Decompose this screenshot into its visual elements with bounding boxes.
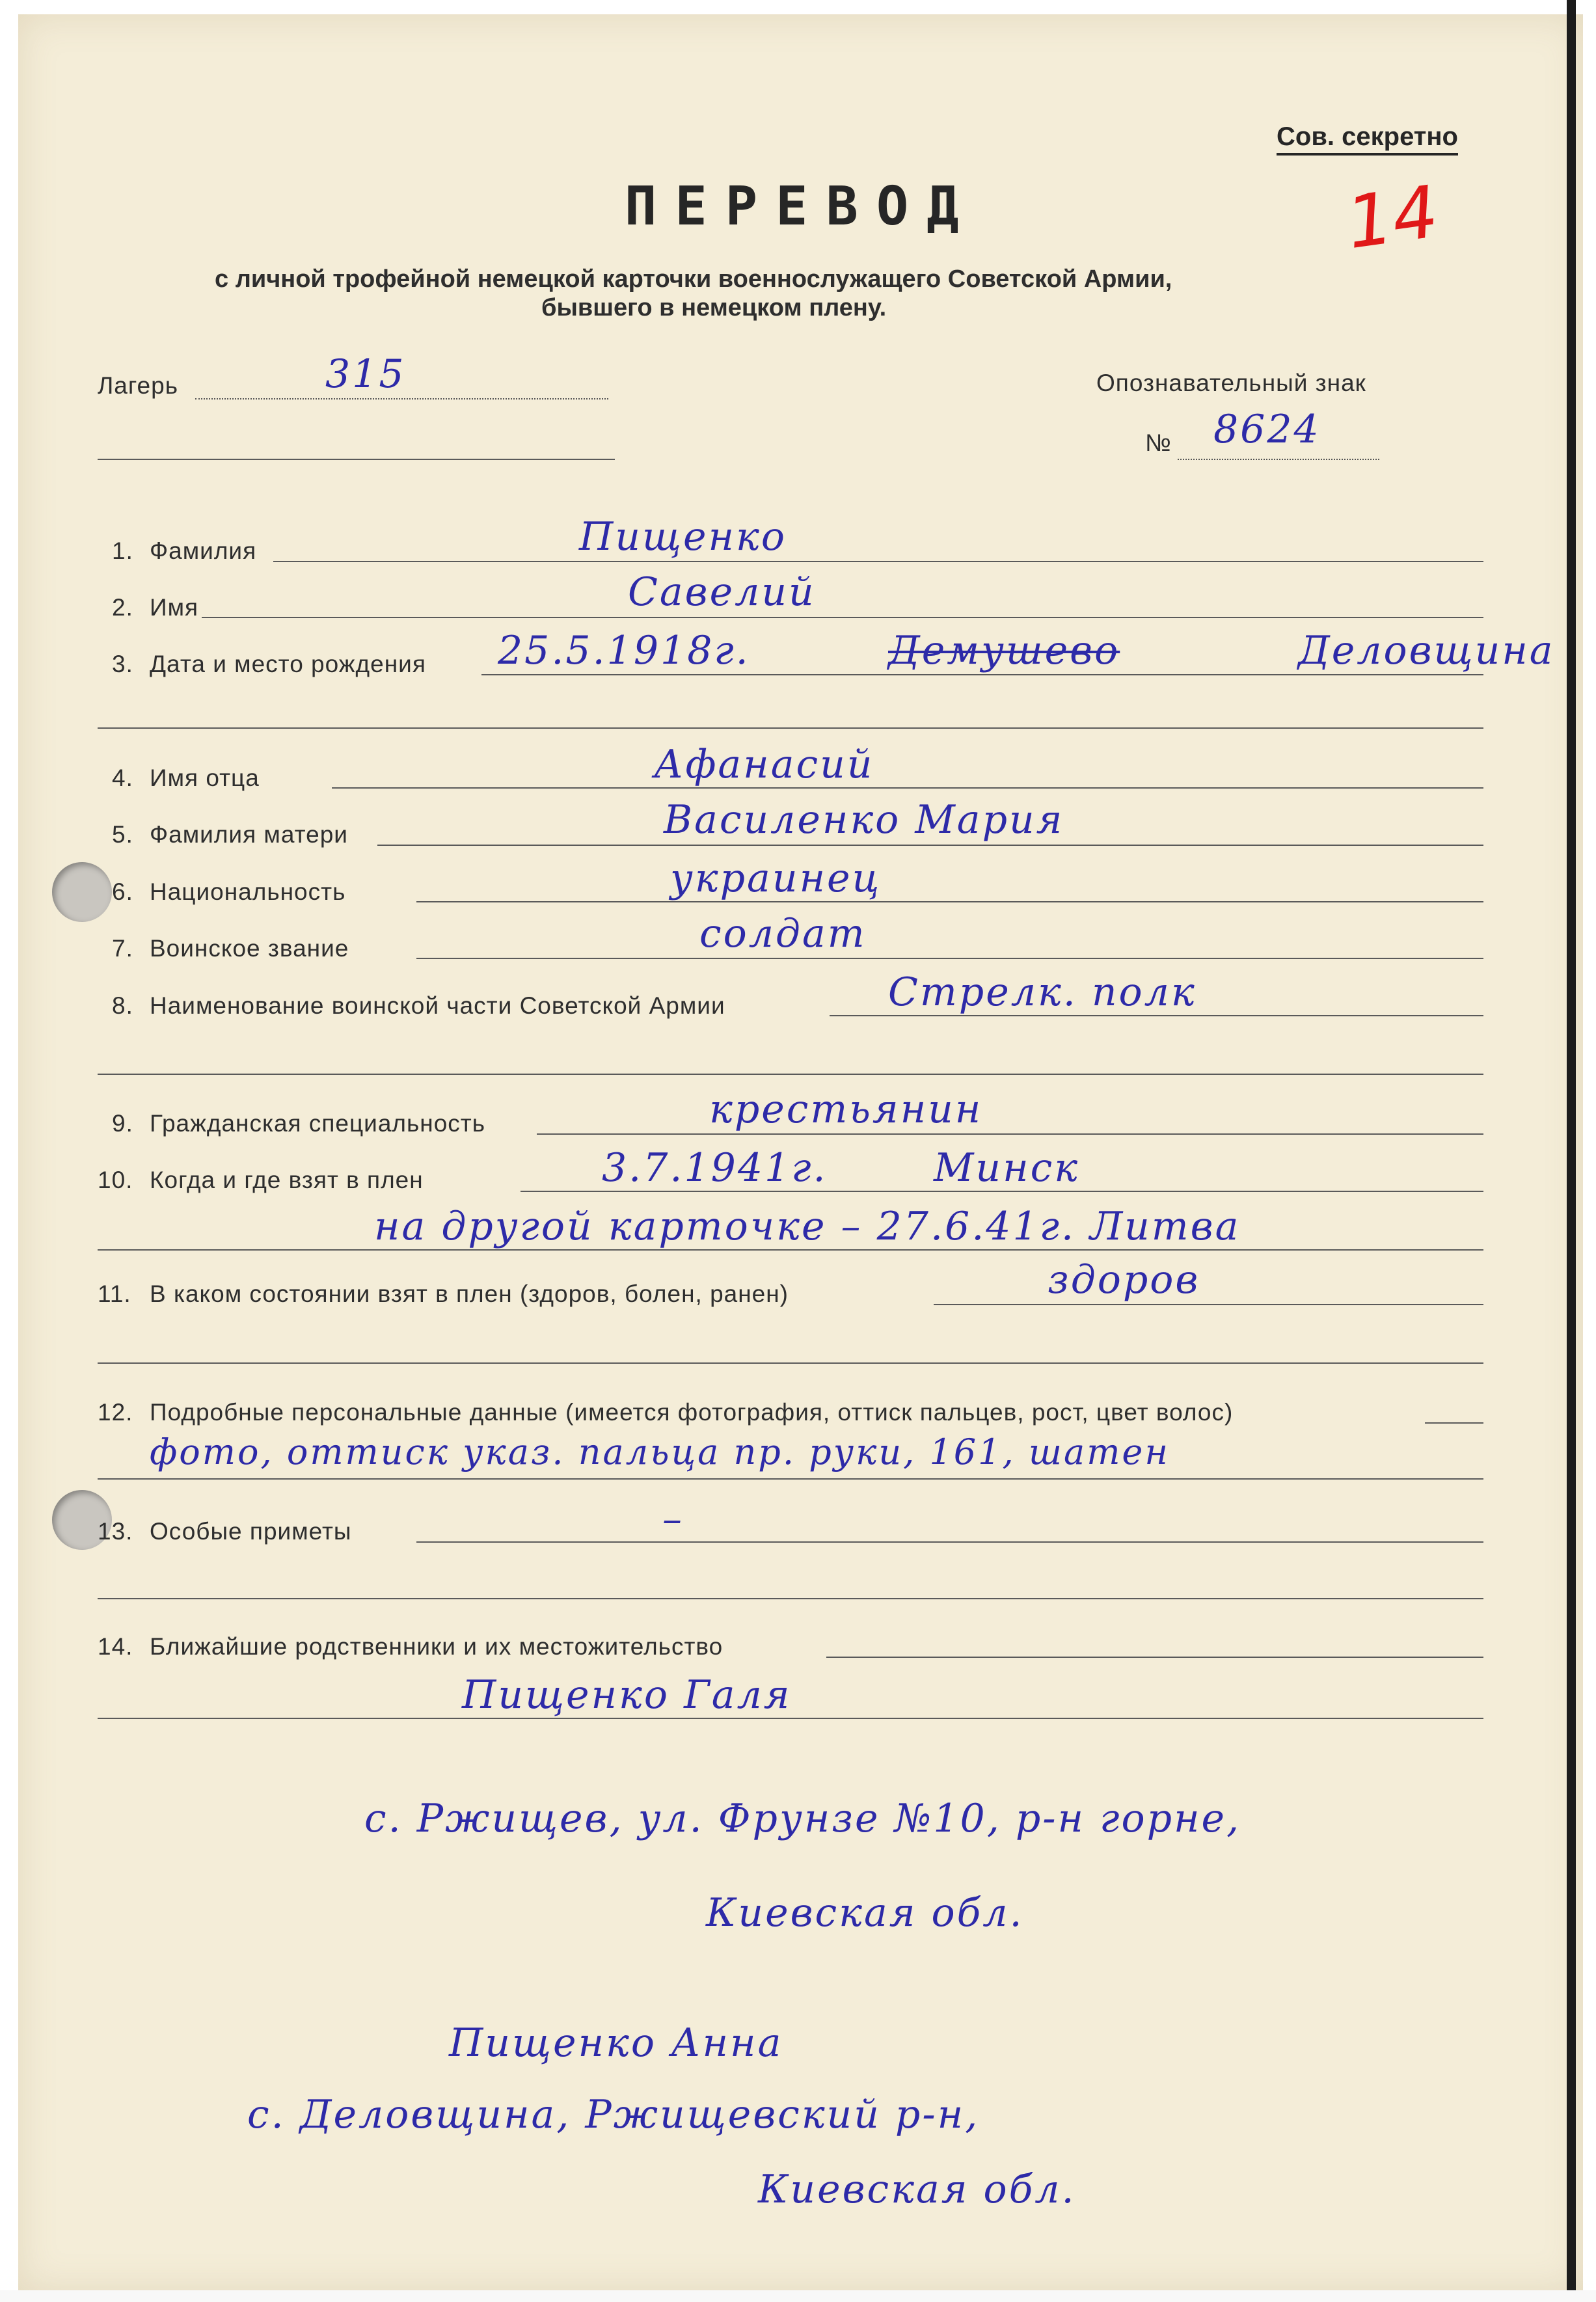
field-number: 2. [112, 594, 133, 621]
camp-underline [195, 398, 608, 399]
field-value-birth-date: 25.5.1918г. [498, 628, 750, 673]
field-value-captured-place: Минск [934, 1145, 1080, 1191]
field-number: 1. [112, 537, 133, 564]
field-number: 7. [112, 935, 133, 962]
camp-label: Лагерь [98, 372, 178, 399]
field-value-marks: – [662, 1496, 684, 1542]
scan-border [1567, 0, 1576, 2302]
classification-stamp: Сов. секретно [1277, 122, 1458, 156]
field-extra-line [98, 1598, 1483, 1599]
field-value-profession: крестьянин [709, 1087, 983, 1132]
relative-1-address: с. Ржищев, ул. Фрунзе №10, р-н горне, [364, 1796, 1241, 1841]
field-value-captured-date: 3.7.1941г. [602, 1145, 828, 1191]
field-number: 12. [98, 1399, 133, 1426]
field-line [332, 787, 1483, 789]
field-number: 6. [112, 878, 133, 905]
relative-2-address: с. Деловщина, Ржищевский р-н, [247, 2092, 980, 2137]
field-extra-line [98, 1362, 1483, 1364]
field-value-mother: Василенко Мария [664, 797, 1064, 843]
field-value-unit: Стрелк. полк [888, 969, 1197, 1015]
field-line [537, 1133, 1483, 1135]
field-line [98, 1718, 1483, 1719]
field-line [826, 1657, 1483, 1658]
field-label-relatives: Ближайшие родственники и их местожительство [150, 1633, 724, 1660]
field-label-surname: Фамилия [150, 537, 257, 564]
field-label-nationality: Национальность [150, 878, 346, 905]
relative-2-region: Киевская обл. [758, 2167, 1076, 2212]
field-line [273, 561, 1483, 562]
field-number: 14. [98, 1633, 133, 1660]
field-line [1425, 1422, 1483, 1424]
relative-1-name: Пищенко Галя [462, 1672, 792, 1718]
red-page-number: 14 [1341, 169, 1444, 265]
field-value-surname: Пищенко [579, 514, 787, 560]
scan-bottom-margin [0, 2290, 1596, 2302]
field-number: 11. [98, 1280, 131, 1307]
field-line [202, 617, 1483, 618]
camp-value: 315 [325, 351, 406, 397]
id-tag-value: 8624 [1213, 407, 1321, 452]
field-line [416, 901, 1483, 902]
field-value-condition: здоров [1048, 1257, 1200, 1303]
field-label-father: Имя отца [150, 765, 260, 791]
field-number: 5. [112, 821, 133, 848]
field-line [830, 1015, 1483, 1016]
document-subtitle-line2: бывшего в немецком плену. [541, 294, 887, 321]
field-line [416, 958, 1483, 959]
field-label-mother: Фамилия матери [150, 821, 348, 848]
field-line [98, 1478, 1483, 1480]
relative-2-name: Пищенко Анна [449, 2020, 783, 2066]
field-label-personal-data: Подробные персональные данные (имеется фотография, оттиск пальцев, рост, цвет волос) [150, 1399, 1234, 1426]
field-value-personal-data: фото, оттиск указ. пальца пр. руки, 161, шатен [150, 1431, 1170, 1472]
field-label-birth: Дата и место рождения [150, 651, 426, 677]
field-label-name: Имя [150, 594, 199, 621]
field-label-unit: Наименование воинской части Советской Армии [150, 992, 725, 1019]
document-subtitle-line1: с личной трофейной немецкой карточки военнослужащего Советской Армии, [215, 265, 1172, 293]
field-extra-line [98, 727, 1483, 729]
field-value-birth-place: Деловщина [1298, 628, 1555, 673]
field-line [377, 845, 1483, 846]
field-value-captured-note: на другой карточке – 27.6.41г. Литва [374, 1204, 1241, 1249]
id-tag-label: Опознавательный знак [1096, 370, 1366, 396]
field-value-name: Савелий [628, 569, 816, 615]
field-line [481, 674, 1483, 675]
field-line [521, 1191, 1483, 1192]
field-number: 9. [112, 1110, 133, 1137]
field-extra-line [98, 1249, 1483, 1251]
id-tag-number-sign: № [1145, 429, 1172, 456]
field-line [934, 1304, 1483, 1305]
field-label-rank: Воинское звание [150, 935, 349, 962]
field-label-marks: Особые приметы [150, 1518, 352, 1545]
field-value-rank: солдат [699, 911, 867, 956]
field-value-father: Афанасий [654, 742, 874, 787]
field-value-nationality: украинец [670, 856, 882, 901]
field-number: 4. [112, 765, 133, 791]
field-extra-line [98, 1074, 1483, 1075]
field-line [416, 1541, 1483, 1543]
field-number: 10. [98, 1167, 133, 1193]
field-number: 8. [112, 992, 133, 1019]
id-tag-underline [1178, 459, 1379, 460]
field-label-profession: Гражданская специальность [150, 1110, 486, 1137]
field-value-birth-place-struck: Демушево [888, 628, 1120, 673]
document-title: ПЕРЕВОД [625, 176, 977, 237]
field-label-captured: Когда и где взят в плен [150, 1167, 424, 1193]
relative-1-region: Киевская обл. [706, 1890, 1024, 1936]
field-label-condition: В каком состоянии взят в плен (здоров, болен, ранен) [150, 1280, 789, 1307]
punch-hole [52, 862, 112, 922]
camp-extra-line [98, 459, 615, 460]
field-number: 3. [112, 651, 133, 677]
field-number: 13. [98, 1518, 133, 1545]
